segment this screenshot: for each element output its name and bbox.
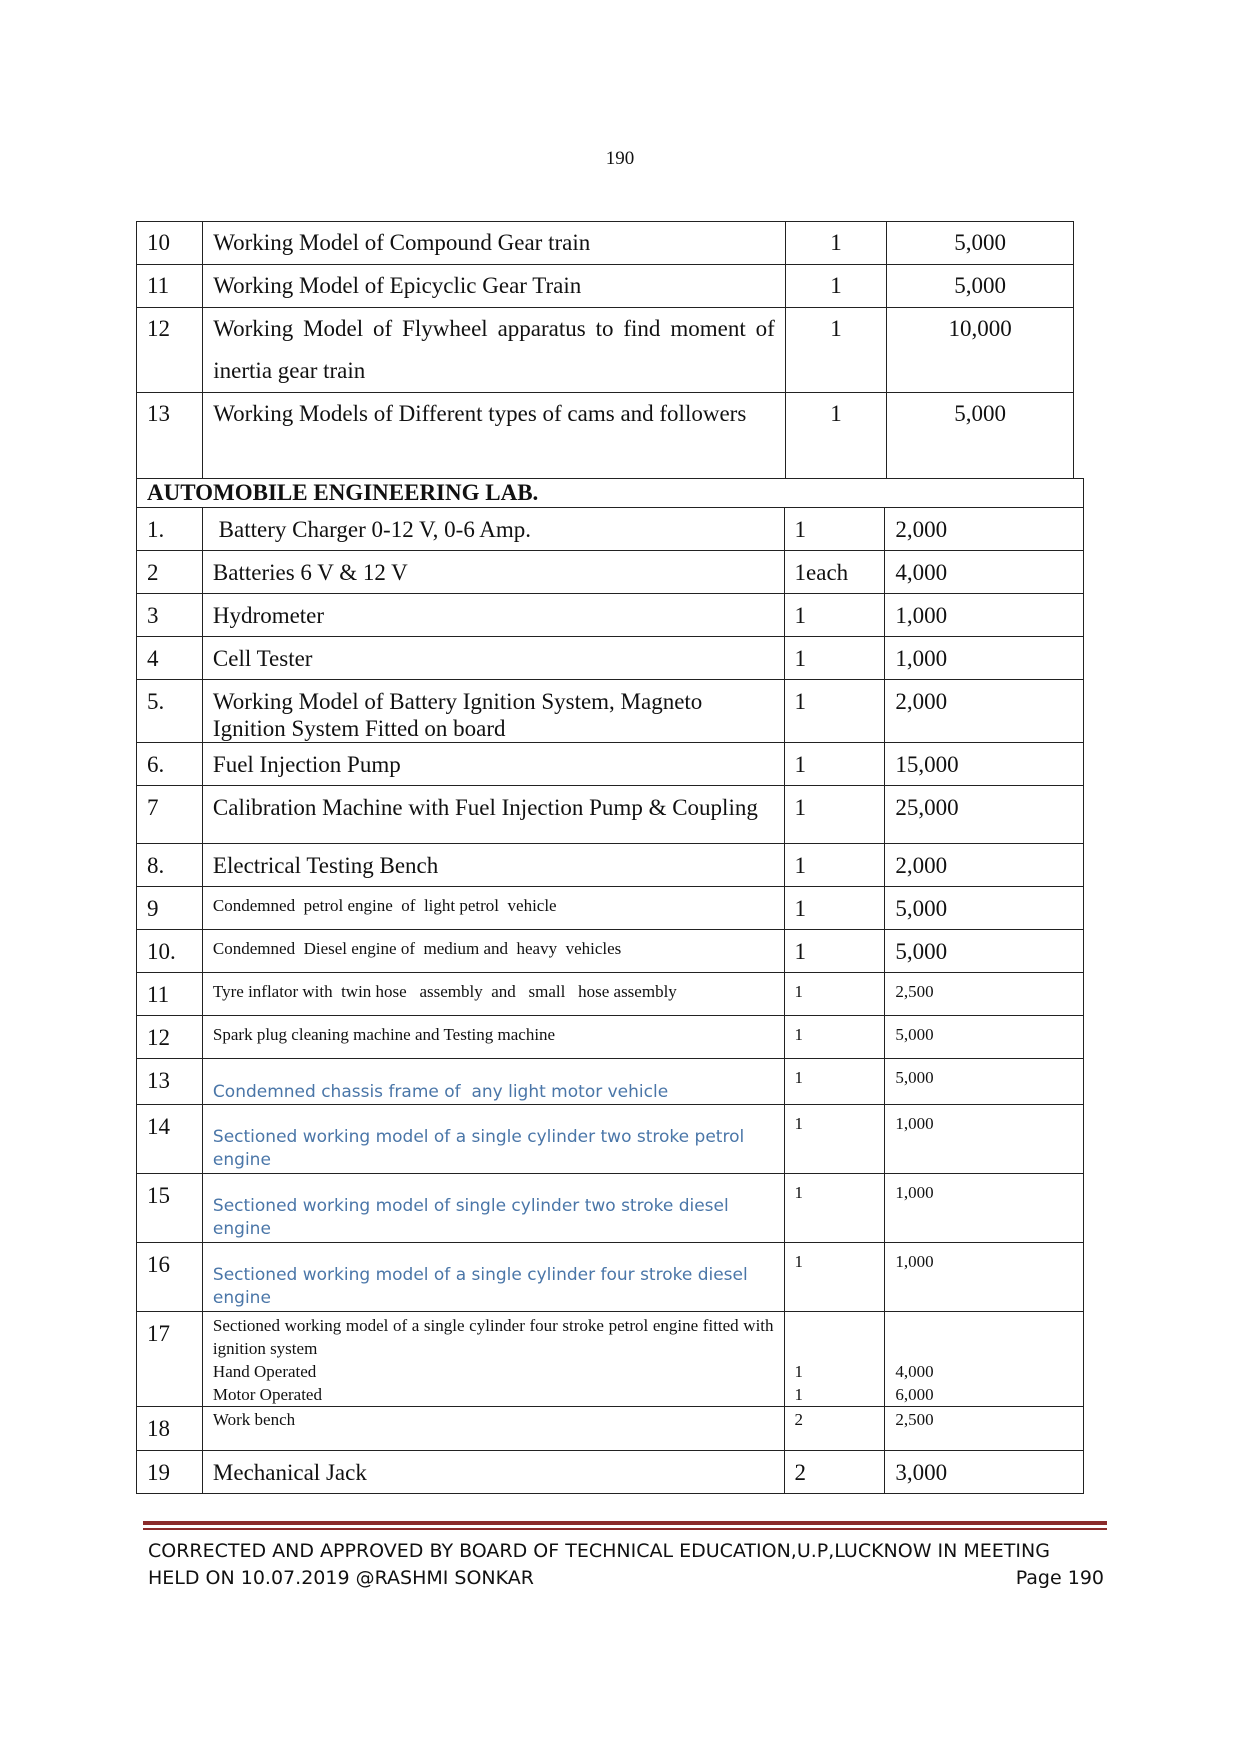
table-row (137, 393, 1074, 479)
item-description-text: Condemned chassis frame of any light motor vehicle (212, 1082, 669, 1102)
item-description: Sectioned working model of a single cylinder four stroke diesel engine (202, 1243, 784, 1312)
serial-cell: 12 (137, 308, 203, 393)
quantity-cell: 1 (784, 930, 885, 973)
table-row (137, 930, 1084, 973)
cost-cell: 5,000 (885, 1059, 1084, 1105)
table-row (137, 508, 1084, 551)
quantity-cell: 1 (784, 973, 885, 1016)
quantity-cell: 1 (784, 743, 885, 786)
item-description: Sectioned working model of a single cylinder two stroke petrol engine (202, 1105, 784, 1174)
sub-cost: 6,000 (895, 1385, 934, 1404)
quantity-cell: 1each (784, 551, 885, 594)
item-description-text: Sectioned working model of a single cylinder four stroke petrol engine fitted with ignition system (212, 1316, 774, 1358)
cost-cell: 3,000 (885, 1451, 1084, 1494)
serial-cell: 16 (137, 1243, 203, 1312)
table-row (137, 1243, 1084, 1312)
quantity-cell: 1 (784, 1174, 885, 1243)
quantity-cell: 1 (784, 887, 885, 930)
quantity-cell: 1 (784, 1059, 885, 1105)
quantity-cell: 1 (785, 308, 886, 393)
item-description: Working Model of Battery Ignition System, Magneto Ignition System Fitted on board (202, 680, 784, 743)
item-description: Electrical Testing Bench (202, 844, 784, 887)
item-description: Condemned petrol engine of light petrol vehicle (202, 887, 784, 930)
table-row (137, 743, 1084, 786)
table-row (137, 1059, 1084, 1105)
table-row (137, 973, 1084, 1016)
item-description: Working Models of Different types of cams and followers (203, 393, 785, 479)
table-row (137, 265, 1074, 308)
table-row (137, 1174, 1084, 1243)
cost-cell: 5,000 (887, 393, 1074, 479)
serial-cell: 13 (137, 393, 203, 479)
serial-cell: 6. (137, 743, 203, 786)
table-row (137, 222, 1074, 265)
item-description: Tyre inflator with twin hose assembly and small hose assembly (202, 973, 784, 1016)
cost-cell: 15,000 (885, 743, 1084, 786)
sub-cost: 4,000 (895, 1362, 934, 1381)
table-row (137, 1016, 1084, 1059)
cost-cell: 4,000 (885, 551, 1084, 594)
cost-cell: 5,000 (885, 930, 1084, 973)
serial-cell: 12 (137, 1016, 203, 1059)
serial-cell: 1. (137, 508, 203, 551)
quantity-cell: 1 (784, 844, 885, 887)
serial-cell: 10. (137, 930, 203, 973)
cost-cell: 1,000 (885, 594, 1084, 637)
quantity-cell: 1 (785, 393, 886, 479)
serial-cell: 2 (137, 551, 203, 594)
cost-cell: 10,000 (887, 308, 1074, 393)
cost-cell: 25,000 (885, 786, 1084, 844)
sub-quantity: 1 (794, 1385, 804, 1404)
item-description: Calibration Machine with Fuel Injection Pump & Coupling (202, 786, 784, 844)
table-row (137, 1407, 1084, 1451)
quantity-cell: 1 (784, 508, 885, 551)
sub-item-label: Hand Operated (212, 1362, 317, 1381)
quantity-cell: 1 (785, 265, 886, 308)
quantity-cell: 1 (784, 1105, 885, 1174)
item-description: Batteries 6 V & 12 V (202, 551, 784, 594)
quantity-cell: 1 (784, 1016, 885, 1059)
table-row (137, 844, 1084, 887)
section-heading: AUTOMOBILE ENGINEERING LAB. (137, 479, 1084, 508)
cost-cell: 5,000 (887, 265, 1074, 308)
item-description: Sectioned working model of single cylinder two stroke diesel engine (202, 1174, 784, 1243)
cost-cell: 1,000 (885, 1174, 1084, 1243)
serial-cell: 8. (137, 844, 203, 887)
serial-cell: 11 (137, 265, 203, 308)
serial-cell: 7 (137, 786, 203, 844)
quantity-cell: 1 (784, 594, 885, 637)
footer-approval-line: CORRECTED AND APPROVED BY BOARD OF TECHNICAL EDUCATION,U.P,LUCKNOW IN MEETING (148, 1540, 1050, 1562)
serial-cell: 19 (137, 1451, 203, 1494)
serial-cell: 15 (137, 1174, 203, 1243)
item-description: Cell Tester (202, 637, 784, 680)
serial-cell: 14 (137, 1105, 203, 1174)
serial-cell: 9 (137, 887, 203, 930)
table-row (137, 551, 1084, 594)
item-description: Working Model of Flywheel apparatus to find moment of inertia gear train (203, 308, 785, 393)
table-row (137, 308, 1074, 393)
item-description: Working Model of Compound Gear train (203, 222, 785, 265)
item-description: Hydrometer (202, 594, 784, 637)
cost-cell: 2,000 (885, 844, 1084, 887)
cost-cell: 5,000 (887, 222, 1074, 265)
item-description: Work bench (202, 1407, 784, 1451)
serial-cell: 18 (137, 1407, 203, 1451)
serial-cell: 17 (137, 1312, 203, 1407)
quantity-cell: 1 (785, 222, 886, 265)
footer-rule-thin (143, 1528, 1107, 1530)
table-row (137, 1451, 1084, 1494)
automobile-lab-table (136, 478, 1084, 1494)
page-footer (148, 1538, 1104, 1592)
cost-cell: 2,000 (885, 508, 1084, 551)
sub-quantity: 1 (794, 1362, 804, 1381)
cost-cell: 2,000 (885, 680, 1084, 743)
serial-cell: 5. (137, 680, 203, 743)
quantity-cell: 2 (784, 1407, 885, 1451)
cost-cell: 1,000 (885, 1105, 1084, 1174)
cost-cell: 5,000 (885, 1016, 1084, 1059)
serial-cell: 13 (137, 1059, 203, 1105)
page-number: 190 (605, 148, 635, 169)
quantity-cell: 2 (784, 1451, 885, 1494)
section-heading-row (137, 479, 1084, 508)
quantity-cell: 1 (784, 786, 885, 844)
serial-cell: 10 (137, 222, 203, 265)
cost-cell: 2,500 (885, 1407, 1084, 1451)
table-row (137, 594, 1084, 637)
table-row (137, 637, 1084, 680)
quantity-cell: 1 (784, 637, 885, 680)
item-description: Fuel Injection Pump (202, 743, 784, 786)
sub-item-label: Motor Operated (212, 1385, 322, 1404)
item-description (202, 1312, 784, 1407)
table-row (137, 1105, 1084, 1174)
item-description: Working Model of Epicyclic Gear Train (203, 265, 785, 308)
item-description: Spark plug cleaning machine and Testing machine (202, 1016, 784, 1059)
item-description: Condemned Diesel engine of medium and heavy vehicles (202, 930, 784, 973)
quantity-cell: 1 (784, 1243, 885, 1312)
cost-cell: 5,000 (885, 887, 1084, 930)
item-description: Mechanical Jack (202, 1451, 784, 1494)
quantity-cell: 1 (784, 680, 885, 743)
cost-cell (885, 1312, 1084, 1407)
footer-meeting-line: HELD ON 10.07.2019 @RASHMI SONKAR (148, 1567, 534, 1589)
item-description (202, 1059, 784, 1105)
serial-cell: 11 (137, 973, 203, 1016)
cost-cell: 1,000 (885, 637, 1084, 680)
equipment-table-top (136, 221, 1074, 479)
item-description: Battery Charger 0-12 V, 0-6 Amp. (202, 508, 784, 551)
quantity-cell (784, 1312, 885, 1407)
footer-page-label: Page 190 (1015, 1567, 1104, 1589)
serial-cell: 3 (137, 594, 203, 637)
serial-cell: 4 (137, 637, 203, 680)
table-row (137, 680, 1084, 743)
cost-cell: 2,500 (885, 973, 1084, 1016)
table-row (137, 1312, 1084, 1407)
footer-rule-thick (143, 1521, 1107, 1525)
cost-cell: 1,000 (885, 1243, 1084, 1312)
table-row (137, 786, 1084, 844)
table-row (137, 887, 1084, 930)
